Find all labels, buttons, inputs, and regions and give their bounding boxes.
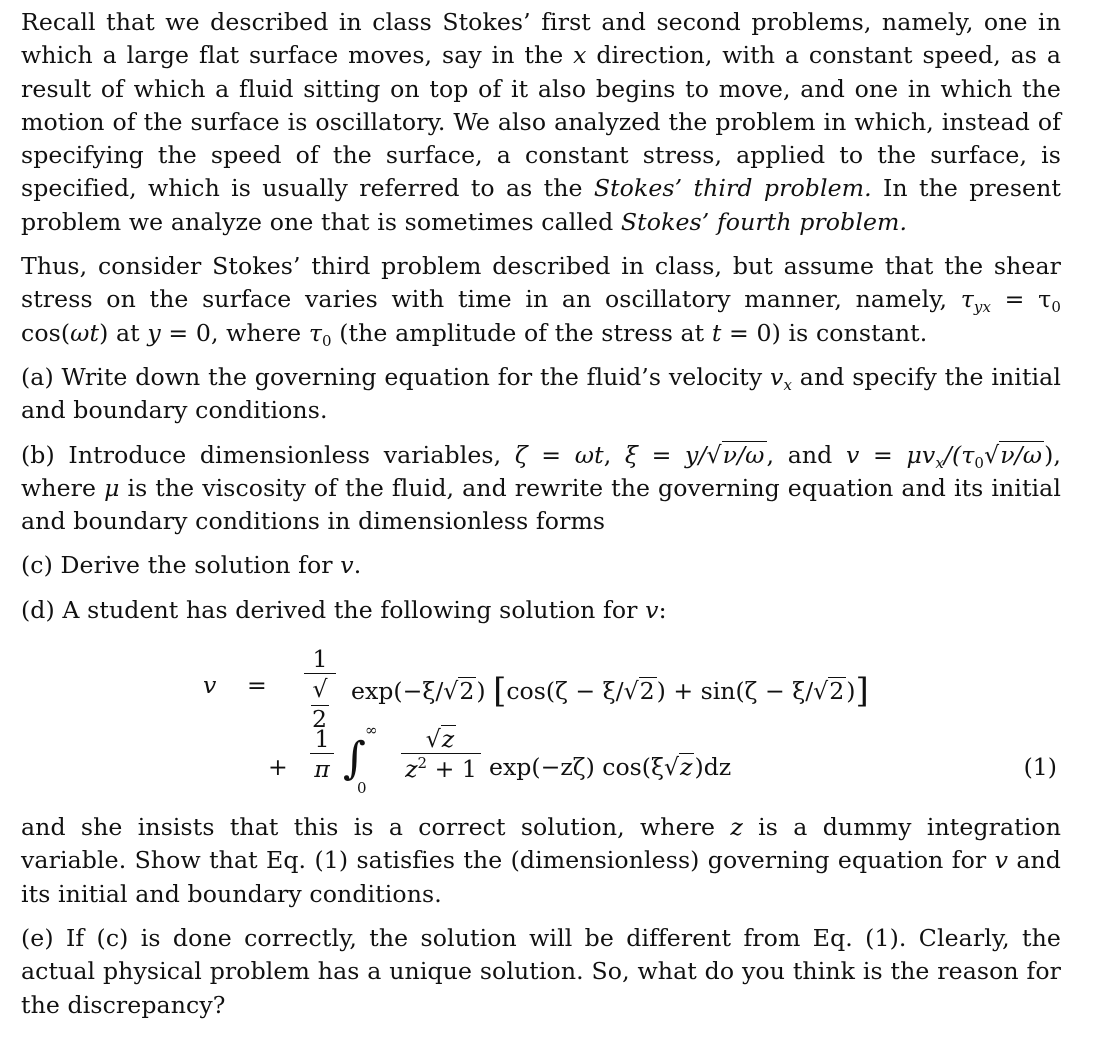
after-eq-text-1: and she insists that this is a correct solution, where [21,813,731,842]
v-symbol-2: v [645,595,659,624]
sqrt-icon-8: √ [664,753,680,782]
part-c-period: . [353,551,362,580]
v-definition-close: ) [1044,440,1054,469]
v-definition-subscript: x [935,453,944,472]
sin-term-close: ) [846,677,856,706]
vx-symbol: v [770,362,784,391]
sqrt-icon-7: √ [425,725,441,754]
sqrt2-radicand-3: 2 [829,677,845,706]
plus-sign: + [268,753,288,782]
zeta-definition: ζ = ωt [514,440,604,469]
part-b-text-where: , where [21,440,1061,502]
after-eq-text-2: is a dummy integration variable. Show that Eq. (1) satisfies the (dimensionless) governing equation for [21,813,1061,875]
t-symbol: t [711,318,722,347]
problem-document [21,6,1061,1022]
equation-1 [21,641,1061,811]
tau-equals-tau0: = τ [991,285,1052,314]
part-a-text-1: (a) Write down the governing equation for the fluid’s velocity [21,362,771,391]
y-symbol: y [147,318,161,347]
sqrt-radicand: 2 [311,705,327,734]
sqrt-icon-6: √ [813,677,829,706]
cos-term: cos(ζ − ξ/ [506,677,624,706]
xi-definition: ξ = y/ [624,440,707,469]
exp-term-close: ) [476,677,494,706]
first-term [351,671,869,711]
fraction-one-over-pi [310,725,334,784]
mu-symbol: μ [104,473,120,502]
sqrt-z-radicand-2: z [680,753,693,782]
equation-number: (1) [1023,753,1057,782]
stokes-fourth-problem-term: Stokes’ fourth problem. [620,207,908,236]
intro-paragraph [21,6,1061,239]
z-exponent: 2 [417,754,428,773]
thus-text-3: = 0, where [160,318,309,347]
v-definition: v = μv [845,440,936,469]
fraction-sqrtz-over-z2plus1 [401,725,481,784]
fraction-numerator-2: 1 [314,725,330,754]
omega-t: ωt [70,318,100,347]
fraction-numerator: 1 [312,645,328,674]
stokes-third-problem-term: Stokes’ third problem. [593,174,872,203]
intro-text-1: Recall that we described in class Stokes’ first and second problems, namely, one in which a large flat surface moves, say in the [21,8,1061,70]
tau0-subscript: 0 [1051,298,1061,317]
thus-paragraph [21,250,1061,350]
part-c [21,549,1061,582]
equation-lhs: v [203,671,217,700]
sqrt-icon-2: √ [984,440,1000,469]
equals-sign: = [247,671,267,700]
sqrt-z-radicand: z [441,725,455,754]
intro-text-2: direction, with a constant speed, as a result of which a fluid sitting on top of it also begins to move, and one in which the motion of the surface is oscillatory. We also analyzed the problem in which, instead of specifying the speed of the surface, a constant stress, applied to the surface, is specified, which is usually referred to as the [21,41,1061,203]
intro-text-3: In the present problem we analyze one that is sometimes called [21,174,1061,236]
part-a [21,361,1061,428]
fraction-one-over-sqrt2 [304,645,336,734]
sqrt-icon-3: √ [312,675,328,704]
left-bracket: [ [493,671,507,712]
pi-symbol: π [314,755,330,784]
part-b [21,439,1061,539]
sqrt-icon-5: √ [623,677,639,706]
after-equation-paragraph [21,811,1061,911]
integral-icon: ∫ [343,733,366,785]
v-definition-denominator: /(τ [943,440,975,469]
thus-text-1: Thus, consider Stokes’ third problem described in class, but assume that the shear stress on the surface varies with time in an oscillatory manner, namely, [21,252,1061,314]
after-eq-text-3: and its initial and boundary conditions. [21,846,1062,908]
plus-one: + 1 [427,755,477,784]
sqrt-icon: √ [706,440,722,469]
thus-text-5: = 0) is constant. [721,318,928,347]
part-b-text-2: is the viscosity of the fluid, and rewrite the governing equation and its initial and boundary conditions in dimensionless forms [21,473,1061,536]
v-symbol-3: v [994,846,1009,875]
part-d [21,594,1061,627]
vx-subscript: x [783,375,793,394]
tau0-subscript-3: 0 [974,453,985,472]
part-d-text: (d) A student has derived the following solution for [21,595,646,624]
z-variable: z [730,813,743,842]
part-a-text-2: and specify the initial and boundary conditions. [21,362,1061,425]
part-b-text-and: , and [766,440,846,469]
dz-term: )dz [694,753,732,782]
sqrt2-radicand-2: 2 [639,677,655,706]
part-d-colon: : [658,595,667,624]
part-e-text: (e) If (c) is done correctly, the solution will be different from Eq. (1). Clearly, the actual physical problem has a unique solution. So, what do you think is the reason for the discrepancy? [21,923,1061,1019]
right-bracket: ] [855,671,869,712]
v-symbol: v [340,551,354,580]
exp-term: exp(−ξ/ [351,677,444,706]
cos-text: cos( [21,318,71,347]
z-symbol: z [405,755,418,784]
nu-over-omega-radicand-2: ν/ω [1000,440,1043,469]
tau-symbol: τ [960,285,974,314]
integral-lower-limit: 0 [357,779,367,798]
tau0-symbol: τ [308,318,322,347]
sqrt2-radicand: 2 [459,677,475,706]
part-e [21,922,1061,1022]
part-c-text: (c) Derive the solution for [21,551,341,580]
intro-x-symbol: x [573,41,587,70]
sin-term: ) + sin(ζ − ξ/ [656,677,814,706]
thus-text-4: (the amplitude of the stress at [331,318,712,347]
tau0-subscript-2: 0 [322,331,332,350]
thus-text-2: ) at [99,318,148,347]
nu-over-omega-radicand: ν/ω [722,440,765,469]
part-b-text-1: (b) Introduce dimensionless variables, [21,440,515,469]
tau-subscript-yx: yx [973,298,992,317]
integral-upper-limit: ∞ [365,721,378,740]
sqrt-icon-4: √ [443,677,459,706]
part-b-comma: , [603,440,625,469]
integrand-term [489,753,731,781]
exp-cos-term: exp(−zζ) cos(ξ [489,753,664,782]
